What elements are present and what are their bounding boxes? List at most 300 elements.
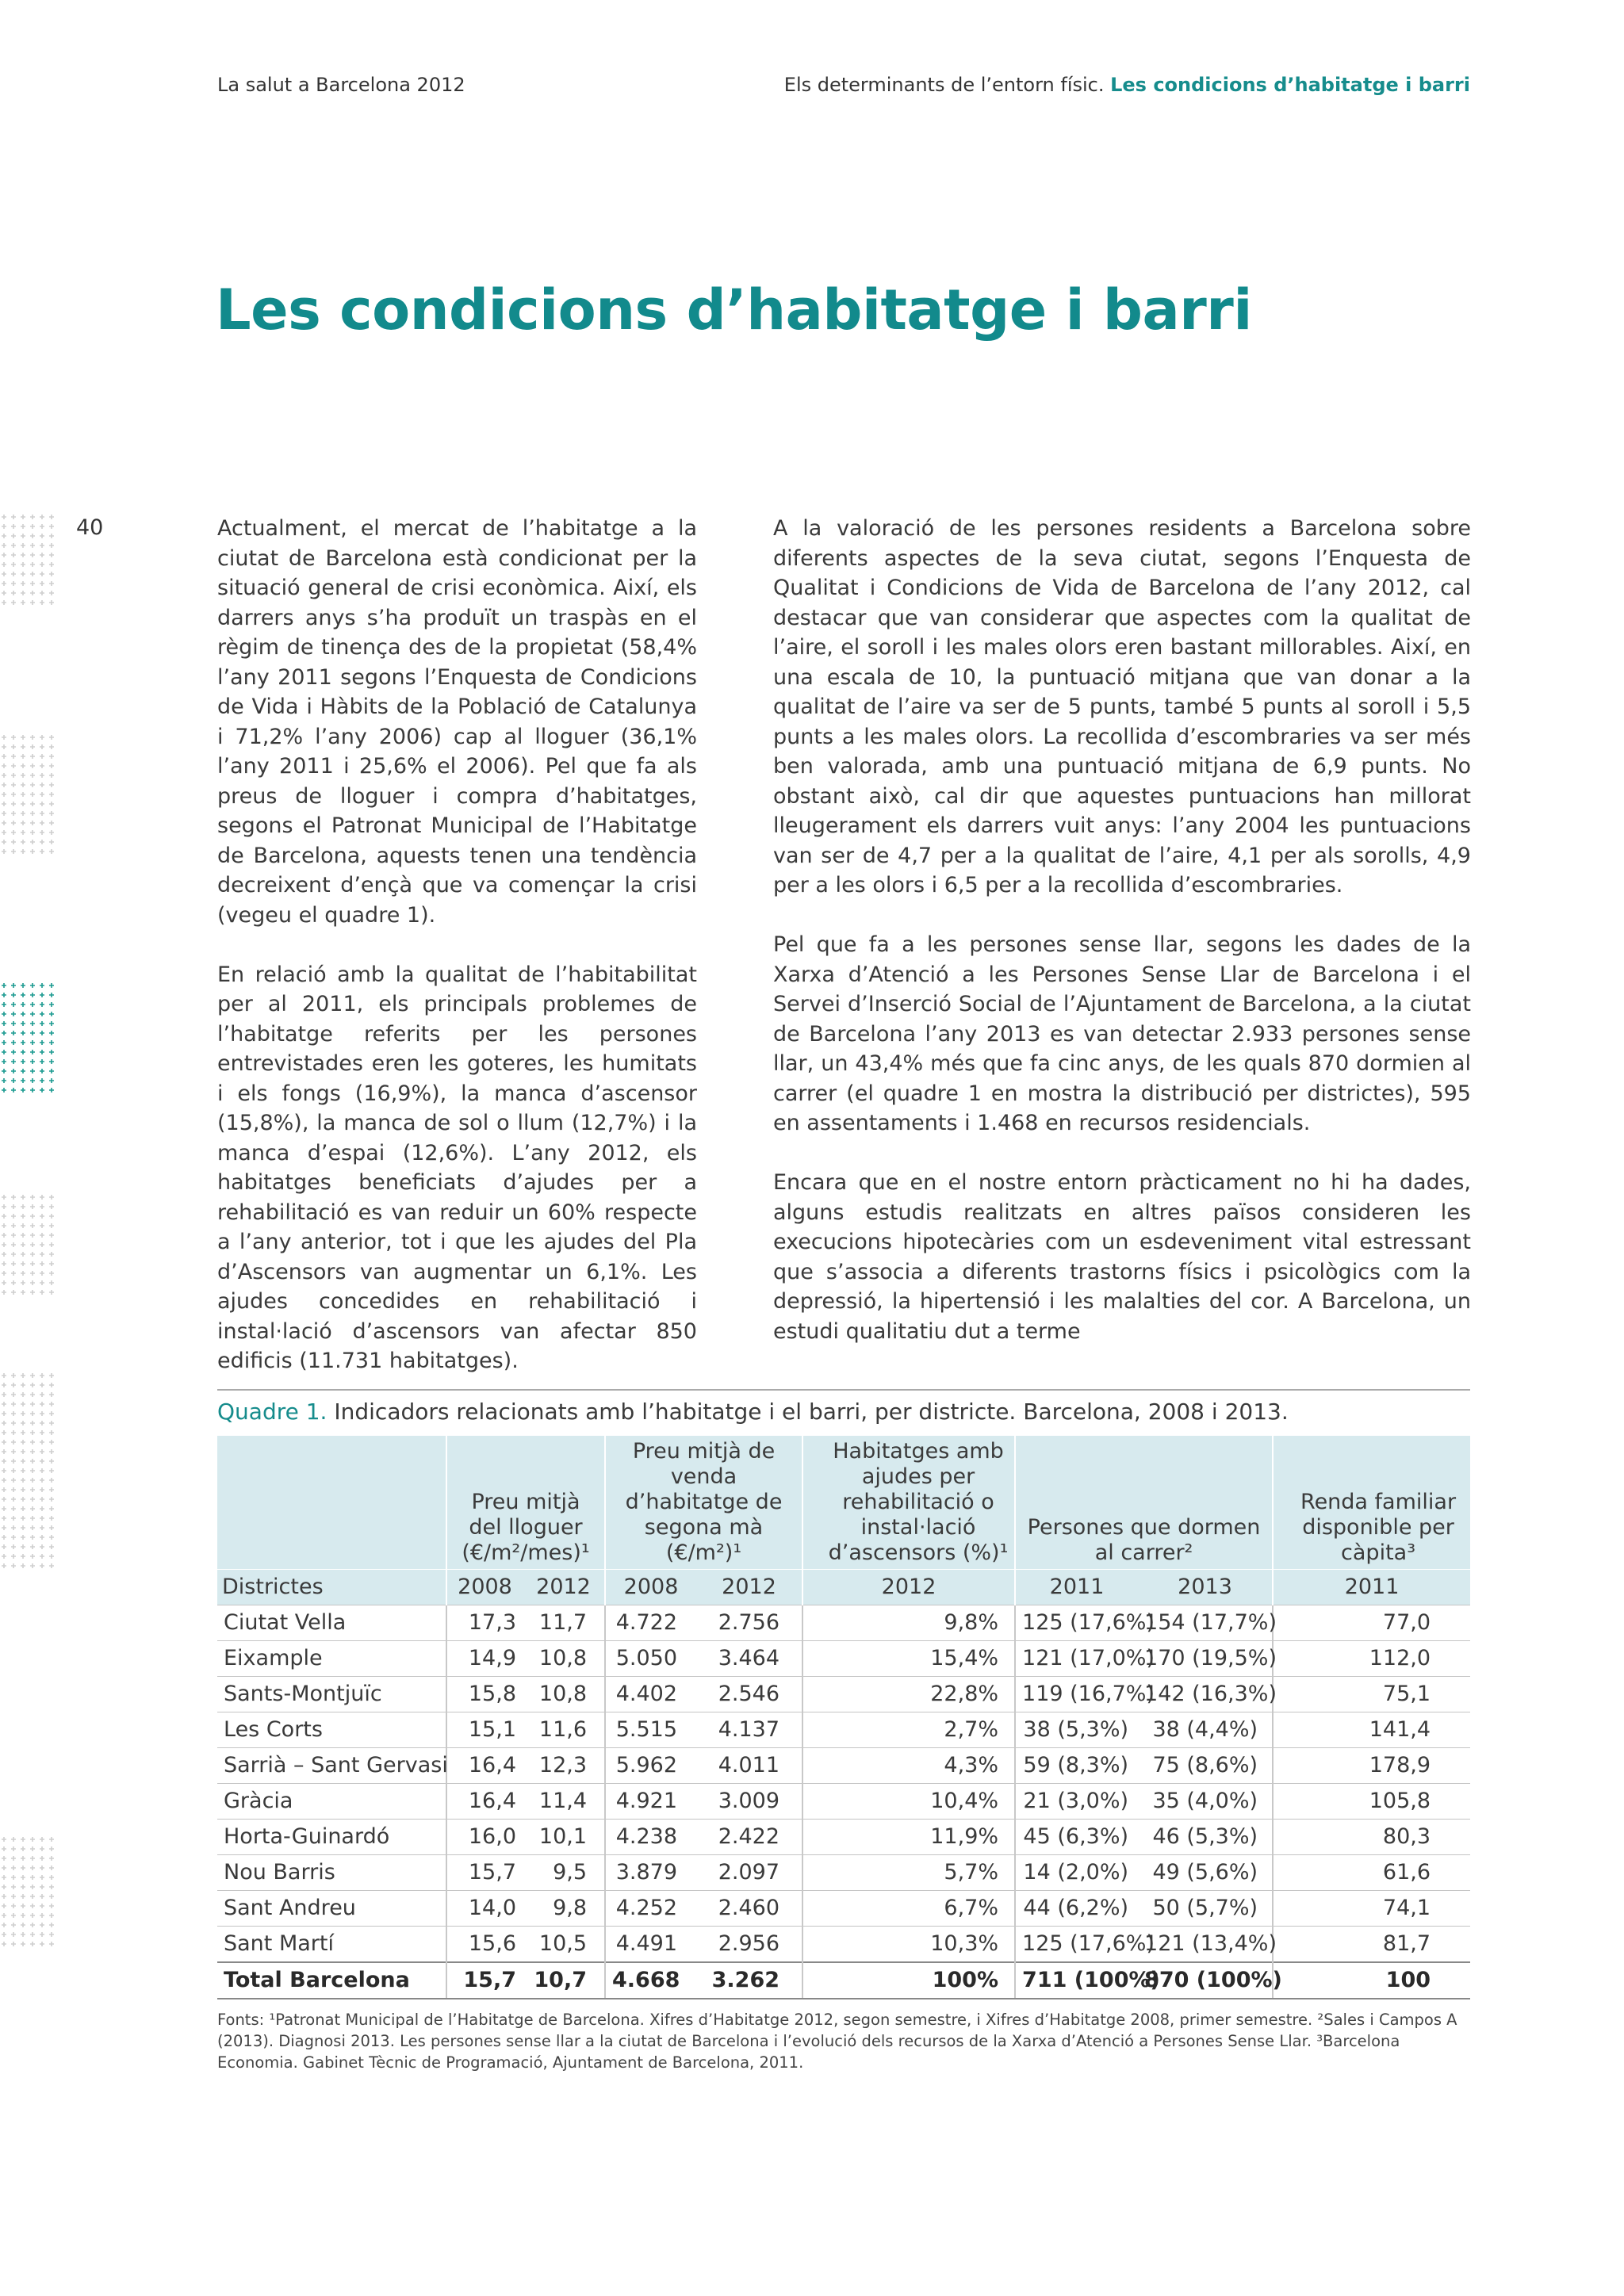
dot-mark	[11, 1913, 16, 1918]
year-cell: 2012	[802, 1570, 1015, 1605]
dot-mark	[2, 1932, 6, 1937]
dot-mark	[40, 600, 44, 605]
dot-mark	[11, 553, 16, 557]
dot-mark	[2, 802, 6, 806]
dot-mark	[40, 1040, 44, 1045]
dot-mark	[11, 572, 16, 576]
dot-mark	[11, 1411, 16, 1416]
value-cell: 5.515	[605, 1712, 696, 1748]
value-cell: 142 (16,3%)	[1138, 1677, 1273, 1712]
district-name-cell: Ciutat Vella	[217, 1605, 446, 1641]
dot-mark	[30, 1421, 35, 1425]
dot-mark	[11, 1506, 16, 1511]
dot-mark	[49, 1280, 54, 1285]
dot-mark	[40, 1856, 44, 1861]
dot-mark	[2, 735, 6, 740]
year-cell: 2013	[1138, 1570, 1273, 1605]
running-header-right	[784, 74, 1470, 96]
dot-mark	[2, 1449, 6, 1454]
value-cell: 21 (3,0%)	[1015, 1784, 1138, 1820]
dot-mark	[40, 524, 44, 529]
dot-mark	[40, 1904, 44, 1908]
dot-mark	[21, 1449, 25, 1454]
paragraph: En relació amb la qualitat de l’habitabilitat per al 2011, els principals problemes de l’habitatge referits per les persones entrevistades eren les goteres, les humitats i els fongs (16,9%), la manca d’ascensor (15,8%), la manca de sol o llum (12,7%) i la manca d’espai (12,6%). L’any 2012, els habitatges beneficiats d’ajudes per a rehabilitació es van reduir un 60% respecte a l’any anterior, tot i que les ajudes del Pla d’Ascensors van augmentar un 6,1%. Les ajudes concedides en rehabilitació i instal·lació d’ascensors van afectar 850 edificis (11.731 habitatges).	[217, 962, 697, 1373]
dot-mark	[21, 773, 25, 778]
dot-mark	[11, 1516, 16, 1521]
dot-mark	[49, 543, 54, 548]
dot-mark	[2, 1012, 6, 1016]
dot-mark	[11, 1402, 16, 1406]
dot-mark	[2, 1478, 6, 1483]
dot-mark	[21, 1856, 25, 1861]
dot-mark	[2, 821, 6, 825]
dot-mark	[30, 1894, 35, 1899]
dot-mark	[21, 1506, 25, 1511]
dot-mark	[2, 1430, 6, 1435]
dot-mark	[21, 591, 25, 595]
table-row	[217, 1748, 1470, 1784]
dot-mark	[30, 744, 35, 749]
dot-mark	[40, 1280, 44, 1285]
district-name-cell: Nou Barris	[217, 1855, 446, 1891]
dot-mark	[49, 1021, 54, 1026]
dot-mark	[11, 1904, 16, 1908]
dot-mark	[49, 1373, 54, 1378]
dot-mark	[40, 1942, 44, 1946]
dot-mark	[49, 1031, 54, 1035]
dot-mark	[21, 1875, 25, 1880]
dot-mark	[49, 840, 54, 844]
value-cell: 121 (13,4%)	[1138, 1927, 1273, 1963]
running-header-chapter: Les condicions d’habitatge i barri	[1110, 74, 1470, 96]
dot-mark	[2, 1050, 6, 1054]
dot-mark	[2, 1040, 6, 1045]
dot-mark	[11, 802, 16, 806]
dot-mark	[2, 1252, 6, 1257]
value-cell: 10,8	[523, 1677, 605, 1712]
dot-mark	[2, 543, 6, 548]
dot-mark	[30, 1002, 35, 1007]
value-cell: 2,7%	[802, 1712, 1015, 1748]
dot-mark	[40, 1535, 44, 1540]
dot-mark	[40, 1516, 44, 1521]
dot-mark	[40, 572, 44, 576]
dot-mark	[49, 1516, 54, 1521]
dot-mark	[30, 1875, 35, 1880]
dot-mark	[21, 1421, 25, 1425]
dot-mark	[40, 1402, 44, 1406]
dot-mark	[2, 515, 6, 519]
dot-mark	[11, 1554, 16, 1559]
dot-mark	[40, 802, 44, 806]
dot-mark	[21, 744, 25, 749]
dot-mark	[49, 1012, 54, 1016]
dot-mark	[21, 1554, 25, 1559]
dot-mark	[49, 524, 54, 529]
dot-mark	[30, 515, 35, 519]
value-cell: 100%	[802, 1962, 1015, 1999]
dot-mark	[30, 1031, 35, 1035]
dot-mark	[2, 1373, 6, 1378]
dot-mark	[49, 1497, 54, 1502]
dot-mark	[21, 1040, 25, 1045]
value-cell: 80,3	[1273, 1820, 1470, 1855]
dot-mark	[11, 1280, 16, 1285]
year-cell: 2012	[696, 1570, 802, 1605]
dot-mark	[30, 1383, 35, 1387]
dot-mark	[11, 773, 16, 778]
dot-mark	[11, 1563, 16, 1568]
district-name-cell: Les Corts	[217, 1712, 446, 1748]
dot-mark	[49, 754, 54, 759]
dot-mark	[49, 1214, 54, 1219]
dot-mark	[2, 983, 6, 988]
dot-mark	[11, 1040, 16, 1045]
dot-mark	[21, 1497, 25, 1502]
dot-mark	[30, 1088, 35, 1093]
dot-mark	[11, 1440, 16, 1445]
dot-mark	[49, 1002, 54, 1007]
dot-mark	[49, 1449, 54, 1454]
dot-decoration	[0, 0, 56, 2296]
dot-mark	[11, 515, 16, 519]
header-rent: Preu mitjà del lloguer (€/m²/mes)¹	[446, 1436, 605, 1570]
dot-mark	[11, 1525, 16, 1530]
dot-mark	[30, 1932, 35, 1937]
table-block	[217, 1389, 1470, 2073]
value-cell: 178,9	[1273, 1748, 1470, 1784]
value-cell: 15,7	[446, 1855, 523, 1891]
dot-mark	[2, 849, 6, 854]
dot-mark	[49, 1392, 54, 1397]
dot-mark	[11, 1242, 16, 1247]
value-cell: 16,4	[446, 1748, 523, 1784]
dot-mark	[21, 1942, 25, 1946]
dot-mark	[2, 562, 6, 567]
value-cell: 125 (17,6%)	[1015, 1927, 1138, 1963]
dot-mark	[30, 983, 35, 988]
dot-mark	[49, 1846, 54, 1851]
dot-pattern-graphic	[0, 0, 56, 2296]
dot-mark	[49, 1402, 54, 1406]
dot-mark	[40, 1846, 44, 1851]
value-cell: 2.756	[696, 1605, 802, 1641]
dot-mark	[49, 763, 54, 768]
dot-mark	[40, 1913, 44, 1918]
dot-mark	[11, 1392, 16, 1397]
dot-mark	[2, 600, 6, 605]
value-cell: 10,1	[523, 1820, 605, 1855]
dot-mark	[21, 1383, 25, 1387]
dot-mark	[49, 1942, 54, 1946]
value-cell: 38 (4,4%)	[1138, 1712, 1273, 1748]
value-cell: 4.722	[605, 1605, 696, 1641]
dot-mark	[40, 744, 44, 749]
value-cell: 4.252	[605, 1891, 696, 1927]
district-name-cell: Eixample	[217, 1641, 446, 1677]
dot-mark	[21, 1885, 25, 1889]
dot-mark	[21, 821, 25, 825]
dot-mark	[11, 1544, 16, 1549]
dot-mark	[40, 840, 44, 844]
value-cell: 22,8%	[802, 1677, 1015, 1712]
dot-mark	[11, 744, 16, 749]
dot-mark	[49, 1078, 54, 1083]
dot-mark	[30, 1392, 35, 1397]
table-row	[217, 1677, 1470, 1712]
dot-mark	[49, 1923, 54, 1927]
dot-mark	[21, 1430, 25, 1435]
dot-mark	[11, 783, 16, 787]
value-cell: 4.921	[605, 1784, 696, 1820]
dot-mark	[21, 1204, 25, 1209]
dot-mark	[30, 1021, 35, 1026]
dot-mark	[40, 811, 44, 816]
dot-mark	[49, 1563, 54, 1568]
dot-mark	[21, 1923, 25, 1927]
dot-mark	[30, 1195, 35, 1200]
value-cell: 3.262	[696, 1962, 802, 1999]
dot-mark	[11, 534, 16, 538]
dot-mark	[21, 1223, 25, 1228]
value-cell: 10,5	[523, 1927, 605, 1963]
dot-mark	[49, 1468, 54, 1473]
dot-mark	[30, 534, 35, 538]
value-cell: 16,4	[446, 1784, 523, 1820]
value-cell: 4,3%	[802, 1748, 1015, 1784]
dot-mark	[2, 581, 6, 586]
dot-mark	[30, 1525, 35, 1530]
dot-mark	[11, 983, 16, 988]
dot-mark	[11, 1856, 16, 1861]
dot-mark	[11, 1252, 16, 1257]
dot-mark	[21, 1866, 25, 1870]
dot-mark	[49, 744, 54, 749]
dot-mark	[49, 1411, 54, 1416]
dot-mark	[40, 1261, 44, 1266]
dot-mark	[49, 1440, 54, 1445]
running-header-left: La salut a Barcelona 2012	[217, 74, 465, 96]
dot-mark	[21, 1195, 25, 1200]
dot-mark	[21, 515, 25, 519]
dot-mark	[21, 1233, 25, 1238]
dot-mark	[2, 1846, 6, 1851]
dot-mark	[2, 1544, 6, 1549]
dot-mark	[2, 1233, 6, 1238]
value-cell: 17,3	[446, 1605, 523, 1641]
dot-mark	[30, 763, 35, 768]
dot-mark	[11, 735, 16, 740]
dot-mark	[21, 1252, 25, 1257]
dot-mark	[49, 534, 54, 538]
table-year-row	[217, 1570, 1470, 1605]
value-cell: 119 (16,7%)	[1015, 1677, 1138, 1712]
dot-mark	[49, 993, 54, 997]
dot-mark	[11, 1846, 16, 1851]
dot-mark	[21, 849, 25, 854]
dot-mark	[49, 735, 54, 740]
dot-mark	[49, 1932, 54, 1937]
dot-mark	[40, 1544, 44, 1549]
dot-mark	[40, 1392, 44, 1397]
value-cell: 4.238	[605, 1820, 696, 1855]
dot-mark	[21, 600, 25, 605]
value-cell: 59 (8,3%)	[1015, 1748, 1138, 1784]
value-cell: 112,0	[1273, 1641, 1470, 1677]
dot-mark	[30, 1204, 35, 1209]
dot-mark	[30, 1866, 35, 1870]
value-cell: 45 (6,3%)	[1015, 1820, 1138, 1855]
dot-mark	[11, 1290, 16, 1295]
dot-mark	[21, 1544, 25, 1549]
dot-mark	[49, 1050, 54, 1054]
dot-mark	[30, 1506, 35, 1511]
dot-mark	[11, 1837, 16, 1842]
dot-mark	[49, 1459, 54, 1464]
dot-mark	[11, 1078, 16, 1083]
year-cell: 2012	[523, 1570, 605, 1605]
dot-mark	[21, 562, 25, 567]
dot-mark	[40, 1487, 44, 1492]
dot-mark	[40, 1242, 44, 1247]
dot-mark	[21, 1280, 25, 1285]
dot-mark	[11, 1535, 16, 1540]
dot-mark	[49, 1544, 54, 1549]
dot-mark	[21, 1242, 25, 1247]
dot-mark	[40, 1932, 44, 1937]
table-body	[217, 1605, 1470, 1999]
dot-mark	[30, 1069, 35, 1073]
dot-mark	[40, 562, 44, 567]
dot-mark	[49, 783, 54, 787]
dot-mark	[2, 1525, 6, 1530]
dot-mark	[40, 1031, 44, 1035]
district-name-cell: Sant Martí	[217, 1927, 446, 1963]
dot-mark	[49, 811, 54, 816]
value-cell: 77,0	[1273, 1605, 1470, 1641]
district-name-cell: Total Barcelona	[217, 1962, 446, 1999]
dot-mark	[11, 1459, 16, 1464]
value-cell: 4.402	[605, 1677, 696, 1712]
dot-mark	[2, 1459, 6, 1464]
dot-mark	[30, 821, 35, 825]
value-cell: 14,0	[446, 1891, 523, 1927]
dot-mark	[30, 1402, 35, 1406]
dot-mark	[40, 1078, 44, 1083]
value-cell: 11,6	[523, 1712, 605, 1748]
dot-mark	[40, 515, 44, 519]
district-name-cell: Gràcia	[217, 1784, 446, 1820]
paragraph: A la valoració de les persones residents a Barcelona sobre diferents aspectes de la seva ciutat, segons l’Enquesta de Qualitat i Condicions de Vida de Barcelona de l’any 2012, cal destacar que van considerar que aspectes com la qualitat de l’aire, el soroll i les males olors eren bastant millorables. Així, en una escala de 10, la puntuació mitjana que van donar a la qualitat de l’aire va ser de 5 punts, també 5 punts al soroll i 5,5 punts a les males olors. La recollida d’escombraries va ser més ben valorada, amb una puntuació mitjana de 6,9 punts. No obstant això, cal dir que aquestes puntuacions han millorat lleugerament els darrers vuit anys: l’any 2004 les puntuacions van ser de 4,7 per a la qualitat de l’aire, 4,1 per als sorolls, 4,9 per a les olors i 6,5 per a la recollida d’escombraries.	[773, 516, 1471, 897]
dot-mark	[21, 1846, 25, 1851]
dot-mark	[11, 1050, 16, 1054]
page-title: Les condicions d’habitatge i barri	[216, 277, 1252, 342]
value-cell: 125 (17,6%)	[1015, 1605, 1138, 1641]
dot-mark	[11, 1195, 16, 1200]
dot-mark	[2, 830, 6, 835]
dot-mark	[2, 524, 6, 529]
value-cell: 11,4	[523, 1784, 605, 1820]
value-cell: 10,4%	[802, 1784, 1015, 1820]
value-cell: 9,8	[523, 1891, 605, 1927]
dot-mark	[40, 1021, 44, 1026]
dot-mark	[40, 1875, 44, 1880]
dot-mark	[2, 1195, 6, 1200]
district-name-cell: Sant Andreu	[217, 1891, 446, 1927]
dot-mark	[2, 1913, 6, 1918]
dot-mark	[30, 1290, 35, 1295]
value-cell: 4.491	[605, 1927, 696, 1963]
dot-mark	[2, 1069, 6, 1073]
dot-mark	[2, 1856, 6, 1861]
dot-mark	[2, 591, 6, 595]
value-cell: 35 (4,0%)	[1138, 1784, 1273, 1820]
dot-mark	[21, 840, 25, 844]
dot-mark	[2, 993, 6, 997]
dot-mark	[30, 840, 35, 844]
value-cell: 44 (6,2%)	[1015, 1891, 1138, 1927]
dot-mark	[30, 735, 35, 740]
dot-mark	[2, 553, 6, 557]
value-cell: 14,9	[446, 1641, 523, 1677]
right-text-column	[773, 514, 1471, 1346]
year-cell: 2008	[605, 1570, 696, 1605]
value-cell: 105,8	[1273, 1784, 1470, 1820]
dot-mark	[21, 830, 25, 835]
dot-mark	[11, 993, 16, 997]
dot-mark	[40, 1430, 44, 1435]
dot-mark	[40, 1506, 44, 1511]
dot-mark	[40, 1459, 44, 1464]
dot-mark	[40, 1290, 44, 1295]
dot-mark	[21, 983, 25, 988]
dot-mark	[40, 1223, 44, 1228]
table-row	[217, 1712, 1470, 1748]
dot-mark	[21, 1563, 25, 1568]
dot-mark	[40, 1233, 44, 1238]
dot-mark	[11, 1088, 16, 1093]
value-cell: 10,3%	[802, 1927, 1015, 1963]
dot-mark	[49, 1242, 54, 1247]
dot-mark	[49, 1059, 54, 1064]
dot-mark	[49, 1866, 54, 1870]
dot-mark	[30, 1535, 35, 1540]
dot-mark	[40, 983, 44, 988]
table-row	[217, 1855, 1470, 1891]
dot-mark	[49, 1506, 54, 1511]
dot-mark	[40, 830, 44, 835]
dot-mark	[2, 1875, 6, 1880]
dot-mark	[2, 534, 6, 538]
dot-mark	[30, 1497, 35, 1502]
dot-mark	[21, 543, 25, 548]
dot-mark	[49, 1421, 54, 1425]
dot-mark	[11, 792, 16, 797]
dot-mark	[49, 1069, 54, 1073]
dot-mark	[21, 1478, 25, 1483]
value-cell: 15,1	[446, 1712, 523, 1748]
dot-mark	[30, 1516, 35, 1521]
header-empty	[217, 1436, 446, 1570]
dot-mark	[40, 1468, 44, 1473]
dot-mark	[2, 1271, 6, 1276]
paragraph: Encara que en el nostre entorn pràcticament no hi ha dades, alguns estudis realitzats en altres països consideren les execucions hipotecàries com un esdeveniment vital estressant que s’associa a diferents trastorns físics i psicològics com la depressió, la hipertensió i les malalties del cor. A Barcelona, un estudi qualitatiu dut a terme	[773, 1170, 1471, 1344]
dot-mark	[2, 1535, 6, 1540]
dot-mark	[40, 1088, 44, 1093]
dot-mark	[40, 1449, 44, 1454]
dot-mark	[2, 1554, 6, 1559]
table-caption-label: Quadre 1.	[217, 1399, 327, 1425]
